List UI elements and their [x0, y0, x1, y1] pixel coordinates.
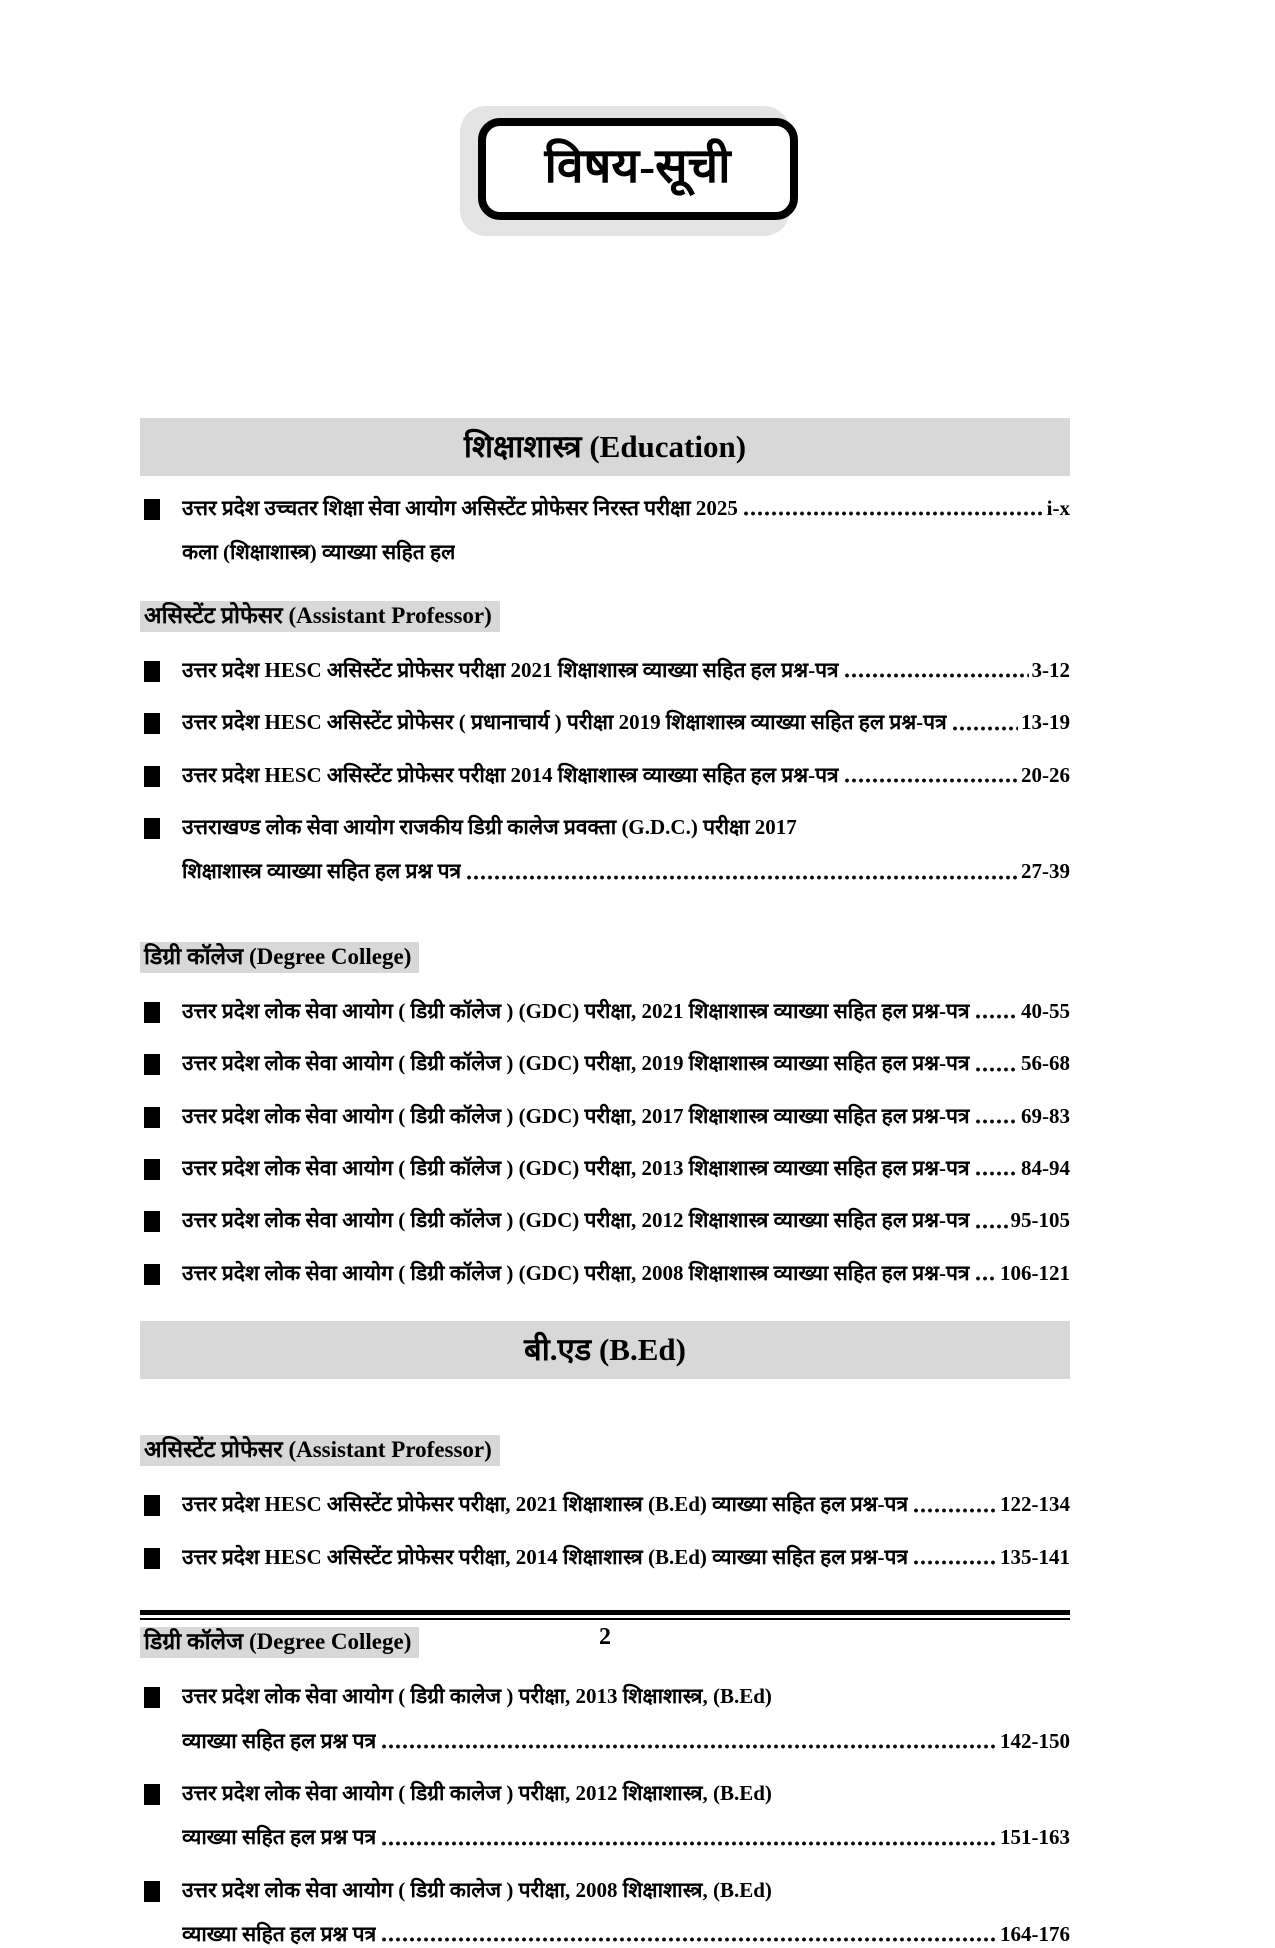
toc-entry [140, 997, 1070, 1025]
page-range: 3-12 [1031, 657, 1070, 682]
entry-line [182, 1154, 1070, 1182]
entry-line [182, 813, 1070, 841]
page-range: 151-163 [1000, 1825, 1070, 1850]
entry-line [182, 1727, 1070, 1755]
toc-entry [140, 1259, 1070, 1287]
entry-text: उत्तर प्रदेश उच्चतर शिक्षा सेवा आयोग असिस्टेंट प्रोफेसर निरस्त परीक्षा 2025 [182, 496, 738, 520]
dot-leader [466, 874, 1018, 881]
entry-line [182, 997, 1070, 1025]
entry-line [182, 1920, 1070, 1948]
entry-text: उत्तर प्रदेश लोक सेवा आयोग ( डिग्री कालेज ) परीक्षा, 2013 शिक्षाशास्त्र, (B.Ed) [182, 1684, 772, 1709]
page-range: 27-39 [1021, 859, 1070, 884]
subsection-heading-label: असिस्टेंट प्रोफेसर (Assistant Professor) [140, 1435, 500, 1466]
section-band-label: बी.एड (B.Ed) [524, 1332, 686, 1368]
bullet-square-icon [144, 766, 160, 787]
entry-text: उत्तर प्रदेश लोक सेवा आयोग ( डिग्री कॉलेज ) (GDC) परीक्षा, 2008 शिक्षाशास्त्र व्याख्या सहित हल प्रश्न-पत्र [182, 1260, 970, 1285]
entry-line [182, 857, 1070, 885]
entry-body [182, 656, 1070, 684]
toc-entry [140, 494, 1070, 567]
entry-body [182, 1154, 1070, 1182]
bullet-square-icon [144, 818, 160, 839]
subsection-heading-label: असिस्टेंट प्रोफेसर (Assistant Professor) [140, 601, 500, 632]
entry-line [182, 656, 1070, 684]
entry-text: उत्तर प्रदेश लोक सेवा आयोग ( डिग्री कॉलेज ) (GDC) परीक्षा, 2012 शिक्षाशास्त्र व्याख्या सहित हल प्रश्न-पत्र [182, 1208, 970, 1233]
entry-line [182, 1259, 1070, 1287]
dot-leader [975, 1170, 1018, 1177]
page-range: 20-26 [1021, 762, 1070, 787]
entry-text: उत्तर प्रदेश HESC असिस्टेंट प्रोफेसर परीक्षा, 2014 शिक्षाशास्त्र (B.Ed) व्याख्या सहित हल प्रश्न-पत्र [182, 1544, 909, 1569]
bullet-square-icon [144, 1548, 160, 1569]
toc-content [140, 418, 1070, 1948]
page-title-box [478, 118, 798, 220]
dot-leader [975, 1066, 1018, 1073]
toc-entry [140, 1876, 1070, 1948]
dot-leader [952, 725, 1018, 732]
page-range: 95-105 [1010, 1208, 1070, 1233]
entry-text: उत्तर प्रदेश लोक सेवा आयोग ( डिग्री कॉलेज ) (GDC) परीक्षा, 2021 शिक्षाशास्त्र व्याख्या सहित हल प्रश्न-पत्र [182, 999, 970, 1023]
page-range: 106-121 [1000, 1260, 1070, 1285]
toc-entry [140, 1049, 1070, 1077]
bullet-square-icon [144, 1495, 160, 1516]
entry-line [182, 1490, 1070, 1518]
entry-text: उत्तर प्रदेश लोक सेवा आयोग ( डिग्री कॉलेज ) (GDC) परीक्षा, 2013 शिक्षाशास्त्र व्याख्या सहित हल प्रश्न-पत्र [182, 1156, 970, 1181]
toc-entry [140, 708, 1070, 736]
entry-body [182, 761, 1070, 789]
dot-leader [975, 1223, 1008, 1230]
toc-entry [140, 1543, 1070, 1571]
entry-line [182, 538, 1070, 566]
bullet-square-icon [144, 1054, 160, 1075]
entry-body [182, 494, 1070, 567]
subsection-heading-label: डिग्री कॉलेज (Degree College) [140, 1627, 419, 1658]
dot-leader [975, 1275, 997, 1282]
dot-leader [913, 1559, 997, 1566]
subsection-heading-assistant-professor-bed [140, 1435, 1070, 1466]
dot-leader [743, 510, 1044, 517]
entry-text: उत्तर प्रदेश HESC असिस्टेंट प्रोफेसर परीक्षा, 2021 शिक्षाशास्त्र (B.Ed) व्याख्या सहित हल प्रश्न-पत्र [182, 1492, 909, 1517]
page-range: 13-19 [1021, 710, 1070, 735]
entry-text: शिक्षाशास्त्र व्याख्या सहित हल प्रश्न पत्र [182, 859, 462, 884]
dot-leader [381, 1936, 997, 1943]
dot-leader [844, 672, 1029, 679]
footer-double-rule [140, 1610, 1070, 1620]
entry-line [182, 1876, 1070, 1904]
subsection-heading-degree-college [140, 942, 1070, 973]
page-range: 142-150 [1000, 1728, 1070, 1753]
entry-text: कला (शिक्षाशास्त्र) व्याख्या सहित हल [182, 540, 456, 565]
entry-text: उत्तर प्रदेश HESC असिस्टेंट प्रोफेसर परीक्षा 2014 शिक्षाशास्त्र व्याख्या सहित हल प्रश्न-पत्र [182, 762, 839, 787]
page-range: 69-83 [1021, 1103, 1070, 1128]
bullet-square-icon [144, 661, 160, 682]
entry-body [182, 997, 1070, 1025]
entry-text: व्याख्या सहित हल प्रश्न पत्र [182, 1825, 377, 1850]
bullet-square-icon [144, 1002, 160, 1023]
bullet-square-icon [144, 1784, 160, 1805]
entry-body [182, 1543, 1070, 1571]
section-band-label: शिक्षाशास्त्र (Education) [463, 429, 747, 464]
toc-entry [140, 1102, 1070, 1130]
bullet-square-icon [144, 1687, 160, 1708]
toc-entry [140, 1779, 1070, 1852]
entry-body [182, 1259, 1070, 1287]
entry-text: उत्तर प्रदेश लोक सेवा आयोग ( डिग्री कॉलेज ) (GDC) परीक्षा, 2017 शिक्षाशास्त्र व्याख्या सहित हल प्रश्न-पत्र [182, 1103, 970, 1128]
entry-body [182, 1102, 1070, 1130]
bullet-square-icon [144, 1881, 160, 1902]
bullet-square-icon [144, 499, 160, 520]
toc-entry [140, 656, 1070, 684]
entry-body [182, 1682, 1070, 1755]
entry-line [182, 708, 1070, 736]
entry-line [182, 494, 1070, 522]
dot-leader [381, 1743, 997, 1750]
entry-text: व्याख्या सहित हल प्रश्न पत्र [182, 1922, 377, 1947]
page-range: 164-176 [1000, 1922, 1070, 1947]
entry-line [182, 1206, 1070, 1234]
dot-leader [913, 1507, 997, 1514]
entry-line [182, 1049, 1070, 1077]
entry-line [182, 1779, 1070, 1807]
subsection-heading-assistant-professor [140, 601, 1070, 632]
entry-body [182, 708, 1070, 736]
bullet-square-icon [144, 1264, 160, 1285]
toc-page [0, 118, 1275, 1947]
entry-line [182, 1543, 1070, 1571]
entry-body [182, 1490, 1070, 1518]
dot-leader [975, 1118, 1018, 1125]
dot-leader [844, 777, 1018, 784]
entry-body [182, 1049, 1070, 1077]
entry-line [182, 761, 1070, 789]
page-title: विषय-सूची [544, 140, 731, 193]
toc-entry [140, 1154, 1070, 1182]
page-range: 122-134 [1000, 1492, 1070, 1517]
entry-text: व्याख्या सहित हल प्रश्न पत्र [182, 1728, 377, 1753]
toc-entry [140, 1490, 1070, 1518]
entry-text: उत्तर प्रदेश HESC असिस्टेंट प्रोफेसर ( प्रधानाचार्य ) परीक्षा 2019 शिक्षाशास्त्र व्याख्या सहित हल प्रश्न-पत्र [182, 710, 947, 735]
page-range: 56-68 [1021, 1051, 1070, 1076]
title-box-border [478, 118, 798, 220]
toc-entry [140, 813, 1070, 886]
entry-text: उत्तर प्रदेश HESC असिस्टेंट प्रोफेसर परीक्षा 2021 शिक्षाशास्त्र व्याख्या सहित हल प्रश्न-पत्र [182, 657, 839, 682]
page-footer [140, 1610, 1070, 1651]
footer-page-number: 2 [599, 1624, 611, 1650]
entry-body [182, 813, 1070, 886]
entry-line [182, 1823, 1070, 1851]
toc-entry [140, 1206, 1070, 1234]
page-range: 84-94 [1021, 1156, 1070, 1181]
section-band-bed [140, 1321, 1070, 1379]
dot-leader [975, 1013, 1018, 1020]
page-range: 40-55 [1021, 999, 1070, 1023]
page-range: i-x [1046, 496, 1070, 520]
toc-entry [140, 761, 1070, 789]
entry-text: उत्तराखण्ड लोक सेवा आयोग राजकीय डिग्री कालेज प्रवक्ता (G.D.C.) परीक्षा 2017 [182, 815, 797, 840]
entry-body [182, 1206, 1070, 1234]
section-band-education [140, 418, 1070, 476]
entry-line [182, 1102, 1070, 1130]
page-range: 135-141 [1000, 1544, 1070, 1569]
entry-text: उत्तर प्रदेश लोक सेवा आयोग ( डिग्री कालेज ) परीक्षा, 2008 शिक्षाशास्त्र, (B.Ed) [182, 1877, 772, 1902]
entry-body [182, 1876, 1070, 1948]
subsection-heading-label: डिग्री कॉलेज (Degree College) [140, 942, 419, 973]
entry-text: उत्तर प्रदेश लोक सेवा आयोग ( डिग्री कॉलेज ) (GDC) परीक्षा, 2019 शिक्षाशास्त्र व्याख्या सहित हल प्रश्न-पत्र [182, 1051, 970, 1076]
bullet-square-icon [144, 1211, 160, 1232]
bullet-square-icon [144, 713, 160, 734]
entry-line [182, 1682, 1070, 1710]
bullet-square-icon [144, 1159, 160, 1180]
entry-body [182, 1779, 1070, 1852]
bullet-square-icon [144, 1107, 160, 1128]
toc-entry [140, 1682, 1070, 1755]
dot-leader [381, 1840, 997, 1847]
entry-text: उत्तर प्रदेश लोक सेवा आयोग ( डिग्री कालेज ) परीक्षा, 2012 शिक्षाशास्त्र, (B.Ed) [182, 1781, 772, 1806]
